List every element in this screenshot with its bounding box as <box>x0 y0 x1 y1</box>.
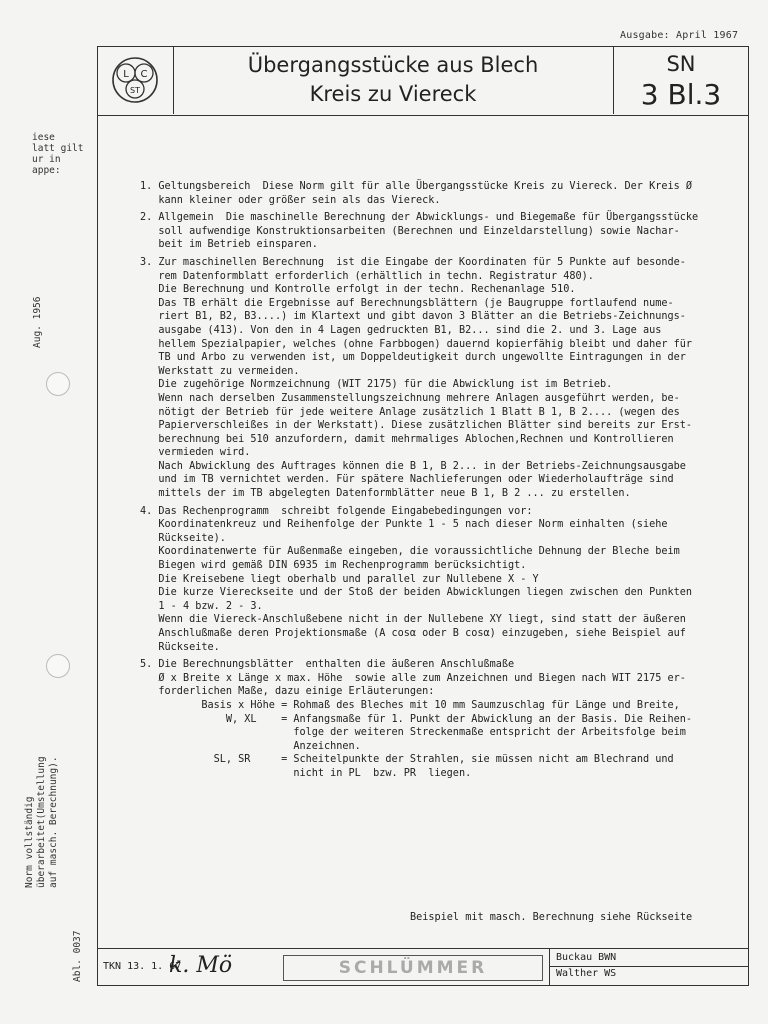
section-machine-calculation: 3. Zur maschinellen Berechnung ist die Eingabe der Koordinaten für 5 Punkte auf besonde- rem Datenformblatt erforderlich (erhältlich in techn. Registratur 480). Die Berechnung und Kontrolle erfolgt in der techn. Rechenanlage 510. Das TB erhält die Ergebnisse auf Berechnungsblättern (je Baugruppe fortlaufend nume- riert B1, B2, B3....) im Klartext und gibt davon 3 Blätter an die Betriebs-Zeichnungs- ausgabe (413). Von den in 4 Lagen gedruckten B1, B2... sind die 2. und 3. Lage aus hellem Spezialpapier, welches (ohne Farbbogen) dauernd kopierfähig bleibt und daher für TB und Arbo zu verwenden ist, um Doppeldeutigkeit durch ungewollte Eintragungen in der Werkstatt zu vermeiden. Die zugehörige Normzeichnung (WIT 2175) für die Abwicklung ist im Betrieb. Wenn nach derselben Zusammenstellungszeichnung mehrere Anlagen ausgeführt werden, be- nötigt der Betrieb für jede weitere Anlage zusätzlich 1 Blatt B 1, B 2.... (wegen des Papierverschleißes in der Werkstatt). Diese zusätzlichen Blätter sind bereits zur Erst- berechnung bei 510 anzufordern, damit mehrmaliges Ablochen,Rechnen und Kontrollieren vermieden wird. Nach Abwicklung des Auftrages können die B 1, B 2... in der Betriebs-Zeichnungsausgabe und im TB vernichtet werden. Für spätere Nachlieferungen oder Wiederholaufträge sind mittels der im TB abgelegten Datenformblätter neue B 1, B 2 ... zu erstellen. <box>140 256 693 500</box>
footer-block <box>97 948 749 986</box>
footer-approvals <box>549 949 748 985</box>
margin-note-line: latt gilt <box>32 143 84 154</box>
footer-date: TKN 13. 1. 67 <box>103 961 182 972</box>
section-calculation-sheets: 5. Die Berechnungsblätter enthalten die äußeren Anschlußmaße Ø x Breite x Länge x max. Höhe sowie alle zum Anzeichnen und Biegen nach WIT 2175 er- forderlichen Maße, dazu einige Erläuterungen: Basis x Höhe = Rohmaß des Bleches mit 10 mm Saumzuschlag für Länge und Breite, W, XL = Anfangsmaße für 1. Punkt der Abwicklung an der Basis. Die Reihen- folge der weiteren Streckenmaße entspricht der Arbeitsfolge beim Anzeichnen. SL, SR = Scheitelpunkte der Strahlen, sie müssen nicht am Blechrand und nicht in PL bzw. PR liegen. <box>140 659 693 779</box>
reverse-side-note: Beispiel mit masch. Berechnung siehe Rückseite <box>410 912 693 923</box>
sheet-number: 3 Bl.3 <box>640 78 722 111</box>
svg-text:L: L <box>123 69 129 80</box>
svg-text:C: C <box>140 69 148 80</box>
margin-revision-note: Norm vollständig überarbeitet(Umstellung auf masch. Berechnung). <box>24 756 59 888</box>
margin-note-line: ur in <box>32 154 61 165</box>
sn-label: SN <box>666 52 696 76</box>
margin-note-line: appe: <box>32 165 61 176</box>
margin-note <box>32 132 83 176</box>
issue-date: Ausgabe: April 1967 <box>620 30 739 41</box>
divider <box>550 966 748 967</box>
punch-hole <box>46 372 70 396</box>
margin-date: Aug. 1956 <box>32 296 43 348</box>
section-program: 4. Das Rechenprogramm schreibt folgende Eingabebedingungen vor: Koordinatenkreuz und Reihenfolge der Punkte 1 - 5 nach dieser Norm einhalten (siehe Rückseite). Koordinatenwerte für Außenmaße eingeben, die voraussichtliche Dehnung der Bleche beim Biegen wird gemäß DIN 6935 im Rechenprogramm berücksichtigt. Die Kreisebene liegt oberhalb und parallel zur Nullebene X - Y Die kurze Viereckseite und der Stoß der beiden Abwicklungen liegen zwischen den Punkten 1 - 4 bzw. 2 - 3. Wenn die Viereck-Anschlußebene nicht in der Nullebene XY liegt, sind statt der äußeren Anschlußmaße deren Projektionsmaße (A cosα oder B cosα) einzugeben, siehe Beispiel auf Rückseite. <box>140 505 693 653</box>
title-line-2: Kreis zu Viereck <box>309 82 477 106</box>
margin-note-line: iese <box>32 132 55 143</box>
margin-filing-code: Abl. 0037 <box>72 930 83 982</box>
svg-text:ST: ST <box>130 86 140 95</box>
section-general: 2. Allgemein Die maschinelle Berechnung der Abwicklungs- und Biegemaße für Übergangsstücke soll aufwendige Konstruktionsarbeiten (Berechnen und Einzeldarstellung) sowie Nachar- beit im Betrieb einsparen. <box>140 212 699 251</box>
stamp: SCHLÜMMER <box>283 955 543 981</box>
standard-number-box <box>615 46 747 114</box>
title-line-1: Übergangsstücke aus Blech <box>247 53 539 77</box>
approval-2: Walther WS <box>556 968 617 979</box>
section-scope: 1. Geltungsbereich Diese Norm gilt für alle Übergangsstücke Kreis zu Viereck. Der Kreis Ø kann kleiner oder größer sein als das Viereck. <box>140 181 693 206</box>
document-body <box>140 180 710 781</box>
document-title <box>173 46 614 114</box>
title-block <box>97 46 749 116</box>
punch-hole <box>46 654 70 678</box>
logo-icon <box>97 46 173 114</box>
company-logo <box>97 46 174 114</box>
signature: k. Mö <box>169 953 233 978</box>
approval-1: Buckau BWN <box>556 952 617 963</box>
